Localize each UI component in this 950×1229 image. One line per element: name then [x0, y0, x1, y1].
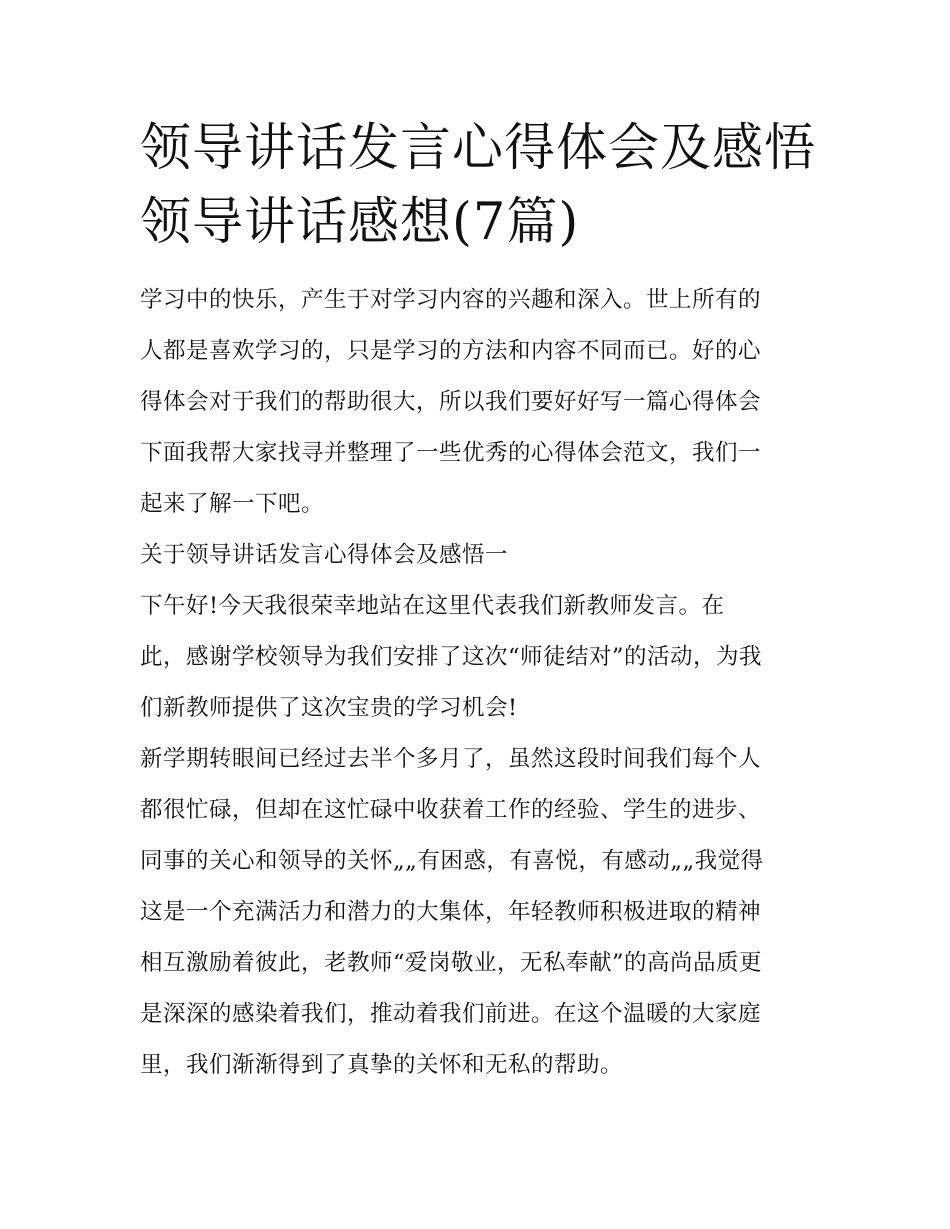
body-line: 下午好!今天我很荣幸地站在这里代表我们新教师发言。在: [140, 593, 725, 619]
body-line: 都很忙碌，但却在这忙碌中收获着工作的经验、学生的进步、: [140, 797, 762, 823]
body-line: 下面我帮大家找寻并整理了一些优秀的心得体会范文，我们一: [140, 440, 762, 466]
body-line: 里，我们渐渐得到了真挚的关怀和无私的帮助。: [140, 1052, 624, 1078]
body-line: 这是一个充满活力和潜力的大集体，年轻教师积极进取的精神: [140, 899, 762, 925]
title-line-1: 领导讲话发言心得体会及感悟: [140, 119, 817, 178]
body-line: 是深深的感染着我们，推动着我们前进。在这个温暖的大家庭: [140, 1001, 762, 1027]
document-body: [140, 282, 820, 1098]
body-line: 得体会对于我们的帮助很大，所以我们要好好写一篇心得体会: [140, 389, 762, 415]
body-line: 此，感谢学校领导为我们安排了这次“师徒结对”的活动，为我: [140, 644, 763, 670]
body-line: 新学期转眼间已经过去半个多月了，虽然这段时间我们每个人: [140, 746, 762, 772]
document-title: [140, 112, 820, 260]
body-line: 们新教师提供了这次宝贵的学习机会!: [140, 695, 518, 721]
body-line: 人都是喜欢学习的，只是学习的方法和内容不同而已。好的心: [140, 338, 762, 364]
body-line: 同事的关心和领导的关怀„„有困惑，有喜悦，有感动„„我觉得: [140, 848, 764, 874]
body-line: 学习中的快乐，产生于对学习内容的兴趣和深入。世上所有的: [140, 287, 762, 313]
section-heading: 关于领导讲话发言心得体会及感悟一: [140, 542, 509, 568]
body-line: 起来了解一下吧。: [140, 491, 325, 517]
body-line: 相互激励着彼此，老教师“爱岗敬业，无私奉献”的高尚品质更: [140, 950, 763, 976]
title-line-2: 领导讲话感想(7篇): [140, 193, 580, 252]
